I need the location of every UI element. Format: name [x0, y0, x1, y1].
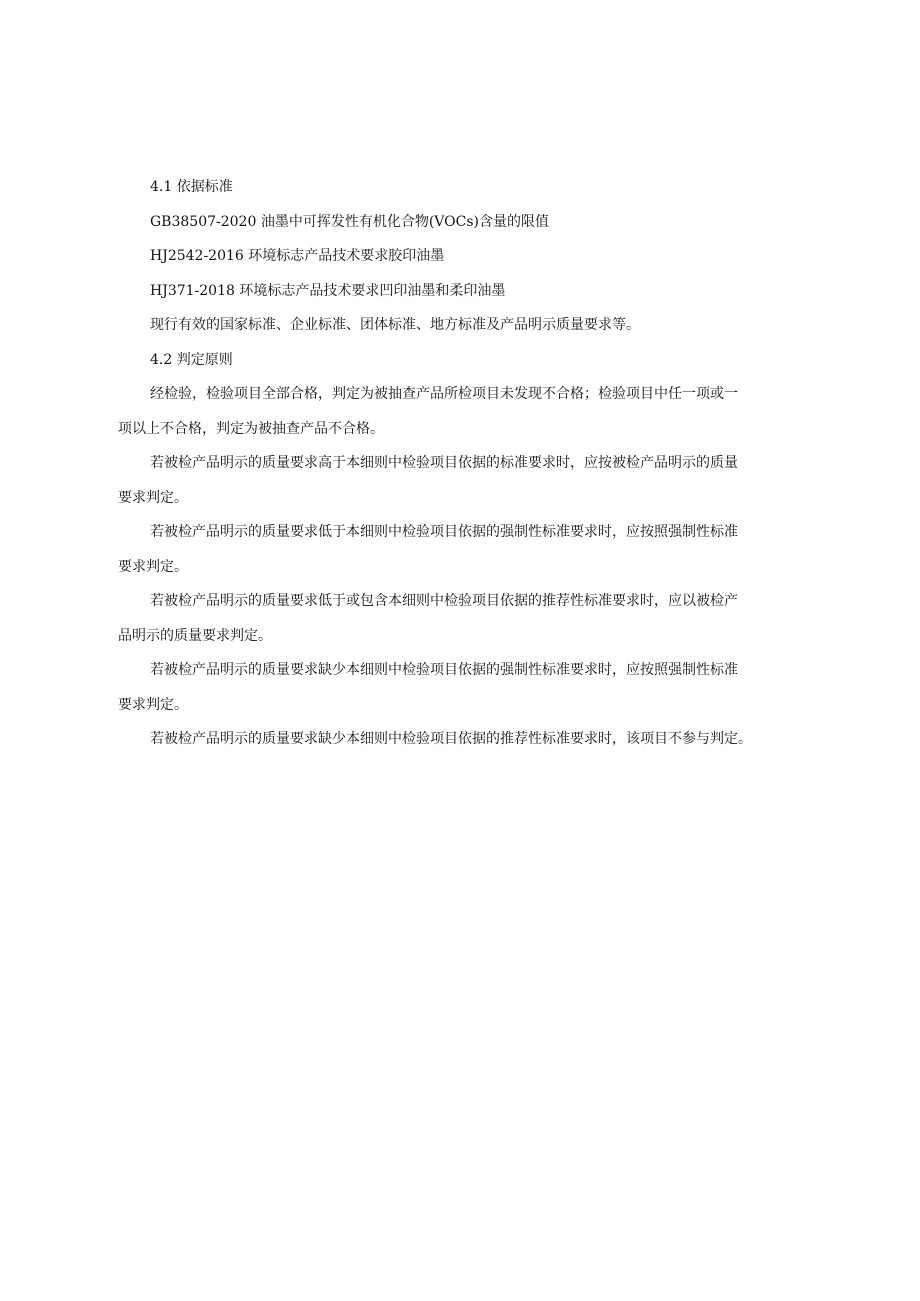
document-body [118, 170, 818, 757]
paragraph-line: 要求判定。 [118, 489, 188, 506]
section-4-2-heading: 4.2 判定原则 [150, 351, 233, 368]
paragraph-line: 要求判定。 [118, 558, 188, 575]
paragraph-line: 若被检产品明示的质量要求低于或包含本细则中检验项目依据的推荐性标准要求时，应以被检产 [150, 593, 738, 609]
paragraph-line: 品明示的质量要求判定。 [118, 627, 272, 644]
standard-item: HJ2542-2016 环境标志产品技术要求胶印油墨 [150, 248, 445, 264]
judgment-paragraph [118, 653, 818, 722]
section-4-1-heading: 4.1 依据标准 [150, 179, 233, 195]
standard-item: GB38507-2020 油墨中可挥发性有机化合物(VOCs)含量的限值 [150, 213, 549, 230]
paragraph-line: 若被检产品明示的质量要求低于本细则中检验项目依据的强制性标准要求时，应按照强制性标准 [150, 524, 738, 540]
standard-item: 现行有效的国家标准、企业标准、团体标准、地方标准及产品明示质量要求等。 [150, 317, 640, 333]
paragraph-line: 项以上不合格，判定为被抽查产品不合格。 [118, 420, 384, 437]
paragraph-line: 经检验，检验项目全部合格，判定为被抽查产品所检项目未发现不合格；检验项目中任一项或一 [150, 386, 738, 402]
judgment-paragraph [118, 446, 818, 515]
judgment-paragraph [118, 515, 818, 584]
judgment-paragraph [118, 377, 818, 446]
judgment-paragraph [118, 584, 818, 653]
judgment-paragraph [118, 722, 818, 757]
paragraph-line: 若被检产品明示的质量要求缺少本细则中检验项目依据的推荐性标准要求时，该项目不参与判定。 [150, 731, 752, 747]
paragraph-line: 要求判定。 [118, 696, 188, 713]
paragraph-line: 若被检产品明示的质量要求高于本细则中检验项目依据的标准要求时，应按被检产品明示的质量 [150, 455, 738, 471]
standard-item: HJ371-2018 环境标志产品技术要求凹印油墨和柔印油墨 [150, 282, 506, 299]
paragraph-line: 若被检产品明示的质量要求缺少本细则中检验项目依据的强制性标准要求时，应按照强制性标准 [150, 662, 738, 678]
